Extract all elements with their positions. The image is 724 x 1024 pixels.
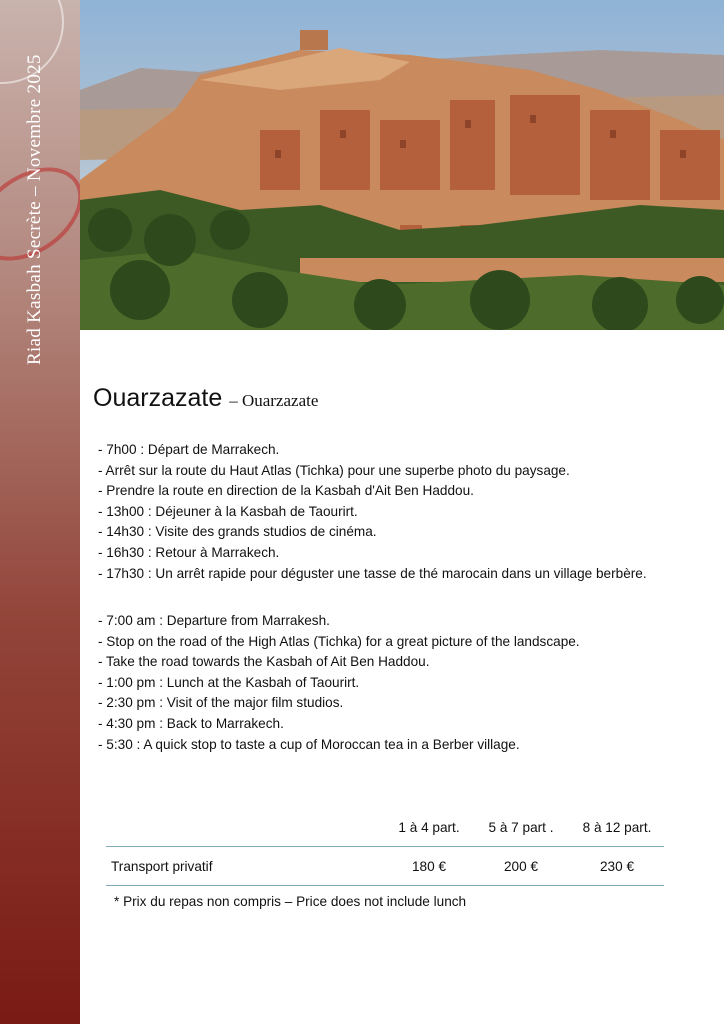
list-item: - 2:30 pm : Visit of the major film studios. bbox=[98, 695, 344, 711]
itinerary-french bbox=[98, 440, 647, 584]
list-item: - Prendre la route en direction de la Kasbah d'Ait Ben Haddou. bbox=[98, 483, 474, 499]
list-item: - 13h00 : Déjeuner à la Kasbah de Taourirt. bbox=[98, 503, 358, 519]
price-cell: 180 € bbox=[386, 847, 472, 886]
list-item: - 14h30 : Visite des grands studios de cinéma. bbox=[98, 524, 377, 540]
price-cell: 200 € bbox=[472, 847, 570, 886]
list-item: - 16h30 : Retour à Marrakech. bbox=[98, 544, 280, 560]
list-item: - 4:30 pm : Back to Marrakech. bbox=[98, 715, 284, 731]
list-item: - 17h30 : Un arrêt rapide pour déguster une tasse de thé marocain dans un village berbère. bbox=[98, 565, 647, 581]
title-main: Ouarzazate bbox=[93, 384, 223, 412]
list-item: - 7:00 am : Departure from Marrakesh. bbox=[98, 613, 330, 628]
price-column-header: 5 à 7 part . bbox=[488, 819, 554, 835]
list-item: - 7h00 : Départ de Marrakech. bbox=[98, 442, 280, 457]
sidebar-title: Riad Kasbah Secrète – Novembre 2025 bbox=[24, 54, 45, 365]
list-item: - 1:00 pm : Lunch at the Kasbah of Taourirt. bbox=[98, 674, 360, 690]
table-row bbox=[106, 847, 664, 886]
title-sub: – Ouarzazate bbox=[229, 391, 319, 410]
list-item: - Arrêt sur la route du Haut Atlas (Tichka) pour une superbe photo du paysage. bbox=[98, 462, 570, 478]
price-cell: 230 € bbox=[570, 847, 664, 886]
price-row-label: Transport privatif bbox=[106, 847, 386, 886]
kasbah-photo bbox=[80, 0, 724, 330]
itinerary-english bbox=[98, 611, 580, 755]
price-note: * Prix du repas non compris – Price does not include lunch bbox=[114, 894, 467, 909]
price-table bbox=[106, 808, 664, 886]
price-column-header: 1 à 4 part. bbox=[398, 819, 460, 835]
sidebar-band bbox=[0, 0, 80, 1024]
list-item: - Stop on the road of the High Atlas (Tichka) for a great picture of the landscape. bbox=[98, 633, 580, 649]
price-column-header: 8 à 12 part. bbox=[582, 819, 652, 835]
list-item: - Take the road towards the Kasbah of Ait Ben Haddou. bbox=[98, 654, 430, 670]
page-title bbox=[93, 384, 318, 413]
list-item: - 5:30 : A quick stop to taste a cup of Moroccan tea in a Berber village. bbox=[98, 736, 520, 752]
